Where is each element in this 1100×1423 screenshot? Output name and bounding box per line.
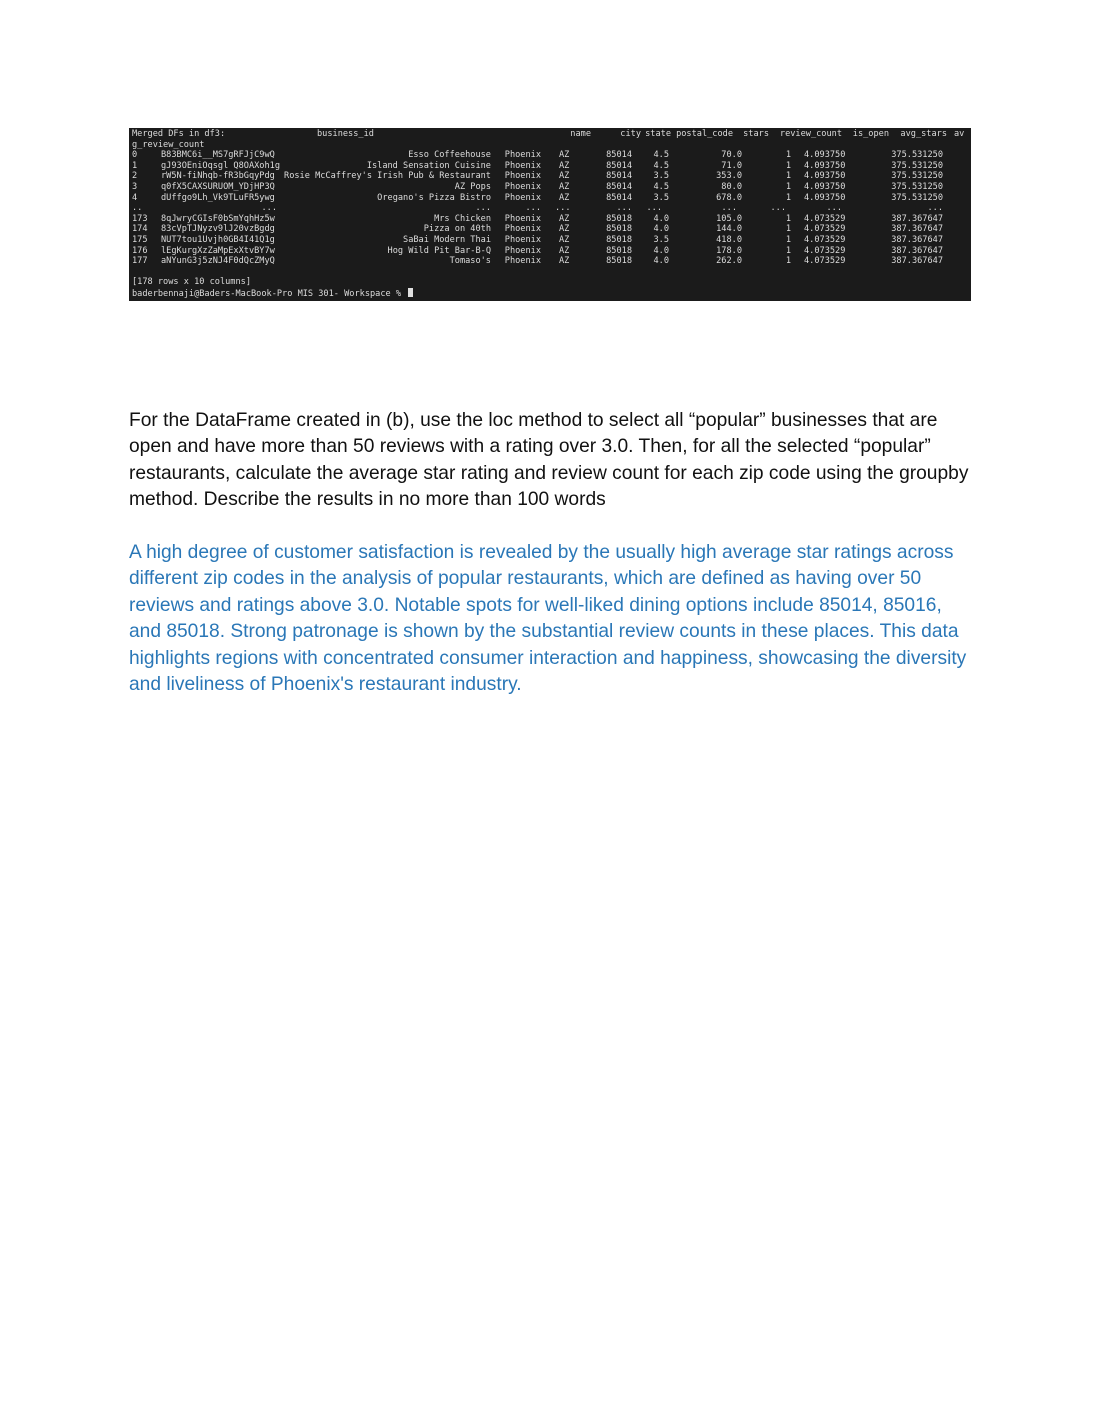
- cell-state: AZ: [559, 171, 570, 182]
- cell-city: Phoenix: [504, 213, 541, 224]
- header-row: [132, 129, 968, 140]
- cell-avg-stars: 4.073529: [804, 245, 846, 256]
- cell-business-id: 8qJwryCGIsF0bSmYqhHz5w: [161, 213, 275, 224]
- cell-postal-code: 85018: [606, 256, 632, 267]
- col-stars: stars: [743, 129, 769, 139]
- cell-idx: 3: [132, 182, 138, 192]
- cell-idx: 1: [132, 160, 138, 171]
- cell-postal-code: 85014: [606, 192, 632, 203]
- cell-business-id: rW5N-fiNhqb-fR3bGqyPdg: [161, 171, 275, 182]
- cell-is-open: 1: [785, 150, 791, 161]
- cell-avg-stars: 4.073529: [804, 256, 846, 267]
- table-row: [132, 256, 968, 267]
- cell-state: AZ: [559, 182, 570, 192]
- cell-avg-review-count: 387.367647: [891, 256, 943, 267]
- cell-name: Pizza on 40th: [423, 224, 491, 235]
- cell-name: Esso Coffeehouse: [408, 150, 491, 161]
- cell-city: Phoenix: [504, 182, 541, 192]
- cell-postal-code: 85014: [606, 160, 632, 171]
- cell-state: AZ: [559, 256, 570, 267]
- ellipsis-bid: ...: [261, 203, 277, 214]
- cell-avg-stars: 4.093750: [804, 160, 846, 171]
- ellipsis-avgrev: ...: [927, 203, 943, 214]
- col-state: state: [645, 129, 671, 139]
- cell-review-count: 353.0: [716, 171, 742, 182]
- cell-review-count: 678.0: [716, 192, 742, 203]
- cell-review-count: 80.0: [721, 182, 742, 192]
- cell-idx: 175: [132, 235, 148, 245]
- cell-postal-code: 85018: [606, 213, 632, 224]
- cell-postal-code: 85014: [606, 182, 632, 192]
- cell-name: Tomaso's: [449, 256, 491, 267]
- ellipsis-avg: ...: [826, 203, 842, 214]
- cell-review-count: 262.0: [716, 256, 742, 267]
- cell-idx: 0: [132, 150, 138, 161]
- cell-idx: 2: [132, 171, 138, 182]
- cell-idx: 4: [132, 192, 138, 203]
- col-is-open: is_open: [852, 129, 889, 139]
- cell-city: Phoenix: [504, 224, 541, 235]
- table-row: [132, 182, 968, 193]
- cell-stars: 3.5: [653, 192, 669, 203]
- ellipsis-state: ...: [555, 203, 571, 214]
- cell-avg-stars: 4.093750: [804, 150, 846, 161]
- cell-stars: 3.5: [653, 235, 669, 245]
- ellipsis-open: ...: [770, 203, 786, 214]
- cell-name: SaBai Modern Thai: [403, 235, 491, 245]
- cell-is-open: 1: [785, 224, 791, 235]
- cell-idx: 177: [132, 256, 148, 267]
- cell-name: AZ Pops: [454, 182, 491, 192]
- cell-idx: 173: [132, 213, 148, 224]
- col-postal-code: postal_code: [676, 129, 733, 139]
- cell-avg-review-count: 375.531250: [891, 160, 943, 171]
- cell-idx: 176: [132, 245, 148, 256]
- cell-avg-stars: 4.073529: [804, 235, 846, 245]
- cell-avg-review-count: 387.367647: [891, 213, 943, 224]
- ellipsis-row: [132, 203, 968, 214]
- question-text: For the DataFrame created in (b), use the loc method to select all “popular” businesses that are open and have more than 50 reviews with a rating over 3.0. Then, for all the selected “popular” restaurants, calculate the average star rating and review count for each zip code using the groupby method. Describe the results in no more than 100 words: [129, 410, 969, 511]
- cell-is-open: 1: [785, 192, 791, 203]
- table-row: [132, 224, 968, 235]
- cell-review-count: 105.0: [716, 213, 742, 224]
- table-row: [132, 246, 968, 257]
- cell-city: Phoenix: [504, 150, 541, 161]
- cell-avg-review-count: 387.367647: [891, 224, 943, 235]
- cell-avg-stars: 4.093750: [804, 171, 846, 182]
- cell-state: AZ: [559, 150, 570, 161]
- cell-city: Phoenix: [504, 245, 541, 256]
- cell-business-id: 83cVpTJNyzv9lJ20vzBgdg: [161, 224, 275, 235]
- answer-text: A high degree of customer satisfaction is revealed by the usually high average star ratings across different zip codes in the analysis of popular restaurants, which are defined as having over 50 reviews and ratings above 3.0. Notable spots for well-liked dining options include 85014, 85016, and 85018. Strong patronage is shown by the substantial review counts in these places. This data highlights regions with concentrated consumer interaction and happiness, showcasing the diversity and liveliness of Phoenix's restaurant industry.: [129, 542, 967, 696]
- cell-avg-review-count: 375.531250: [891, 150, 943, 161]
- col-review-count: review_count: [779, 129, 842, 139]
- cell-review-count: 71.0: [721, 160, 742, 171]
- cell-avg-stars: 4.093750: [804, 182, 846, 192]
- terminal-screenshot: [129, 128, 971, 301]
- cell-business-id: gJ93OEniOqsgl Q8OAXoh1g: [161, 160, 280, 171]
- ellipsis-idx: ..: [132, 203, 143, 214]
- cell-stars: 4.0: [653, 213, 669, 224]
- cell-avg-review-count: 375.531250: [891, 192, 943, 203]
- ellipsis-stars: ...: [646, 203, 662, 214]
- cell-stars: 4.5: [653, 150, 669, 161]
- cell-stars: 3.5: [653, 171, 669, 182]
- cell-is-open: 1: [785, 235, 791, 245]
- cell-avg-stars: 4.073529: [804, 224, 846, 235]
- cell-avg-stars: 4.093750: [804, 192, 846, 203]
- cell-name: Rosie McCaffrey's Irish Pub & Restaurant: [284, 171, 491, 182]
- cell-state: AZ: [559, 192, 570, 203]
- cell-postal-code: 85014: [606, 171, 632, 182]
- cell-stars: 4.5: [653, 182, 669, 192]
- cell-stars: 4.5: [653, 160, 669, 171]
- table-row: [132, 171, 968, 182]
- cell-business-id: dUffgo9Lh_Vk9TLuFR5ywg: [161, 192, 275, 203]
- cell-name: Hog Wild Pit Bar-B-Q: [387, 245, 491, 256]
- cell-name: Mrs Chicken: [434, 213, 491, 224]
- cursor-block: [408, 288, 413, 297]
- ellipsis-postal: ...: [616, 203, 632, 214]
- cell-business-id: q0fX5CAXSURUOM_YDjHP3Q: [161, 182, 275, 192]
- cell-postal-code: 85018: [606, 245, 632, 256]
- cell-state: AZ: [559, 245, 570, 256]
- table-row: [132, 150, 968, 161]
- cell-stars: 4.0: [653, 224, 669, 235]
- table-row: [132, 235, 968, 246]
- cell-business-id: B83BMC6i__MS7gRFJjC9wQ: [161, 150, 275, 161]
- cell-city: Phoenix: [504, 256, 541, 267]
- cell-stars: 4.0: [653, 256, 669, 267]
- col-business-id: business_id: [317, 129, 374, 139]
- table-row: [132, 161, 968, 172]
- shell-prompt[interactable]: [132, 288, 413, 300]
- ellipsis-city: ...: [525, 203, 541, 214]
- cell-avg-review-count: 375.531250: [891, 182, 943, 192]
- cell-state: AZ: [559, 213, 570, 224]
- cell-business-id: lEgKurgXzZaMpExXtvBY7w: [161, 245, 275, 256]
- cell-postal-code: 85018: [606, 235, 632, 245]
- ellipsis-name: ...: [475, 203, 491, 214]
- cell-state: AZ: [559, 224, 570, 235]
- col-city: city: [620, 129, 641, 139]
- cell-city: Phoenix: [504, 171, 541, 182]
- cell-postal-code: 85014: [606, 150, 632, 161]
- cell-city: Phoenix: [504, 160, 541, 171]
- cell-city: Phoenix: [504, 235, 541, 245]
- cell-business-id: aNYunG3j5zNJ4F0dQcZMyQ: [161, 256, 275, 267]
- cell-state: AZ: [559, 235, 570, 245]
- col-name: name: [570, 129, 591, 139]
- cell-review-count: 70.0: [721, 150, 742, 161]
- summary-line: [132, 277, 251, 288]
- col-avg-review-count-wrap: g_review_count: [132, 139, 205, 150]
- cell-avg-review-count: 387.367647: [891, 235, 943, 245]
- prompt-line[interactable]: [132, 288, 407, 299]
- cell-city: Phoenix: [504, 192, 541, 203]
- cell-review-count: 144.0: [716, 224, 742, 235]
- cell-state: AZ: [559, 160, 570, 171]
- header-row-wrap: [132, 139, 205, 151]
- table-row: [132, 193, 968, 204]
- rows-columns-summary: [178 rows x 10 columns]: [132, 277, 251, 288]
- col-av: av: [954, 129, 965, 139]
- cell-postal-code: 85018: [606, 224, 632, 235]
- prompt-text: baderbennaji@Baders-MacBook-Pro MIS 301- Workspace %: [132, 289, 407, 299]
- ellipsis-review: ...: [721, 203, 737, 214]
- col-avg-stars: avg_stars: [900, 129, 947, 139]
- cell-review-count: 418.0: [716, 235, 742, 245]
- merged-label: Merged DFs in df3:: [132, 129, 226, 139]
- cell-is-open: 1: [785, 245, 791, 256]
- table-row: [132, 214, 968, 225]
- cell-idx: 174: [132, 224, 148, 235]
- cell-business-id: NUT7tou1Uvjh0GB4I41Q1g: [161, 235, 275, 245]
- cell-is-open: 1: [785, 160, 791, 171]
- cell-review-count: 178.0: [716, 245, 742, 256]
- cell-avg-stars: 4.073529: [804, 213, 846, 224]
- cell-is-open: 1: [785, 171, 791, 182]
- cell-stars: 4.0: [653, 245, 669, 256]
- cell-is-open: 1: [785, 213, 791, 224]
- cell-is-open: 1: [785, 256, 791, 267]
- cell-avg-review-count: 387.367647: [891, 245, 943, 256]
- cell-avg-review-count: 375.531250: [891, 171, 943, 182]
- cell-is-open: 1: [785, 182, 791, 192]
- cell-name: Island Sensation Cuisine: [366, 160, 491, 171]
- cell-name: Oregano's Pizza Bistro: [377, 192, 491, 203]
